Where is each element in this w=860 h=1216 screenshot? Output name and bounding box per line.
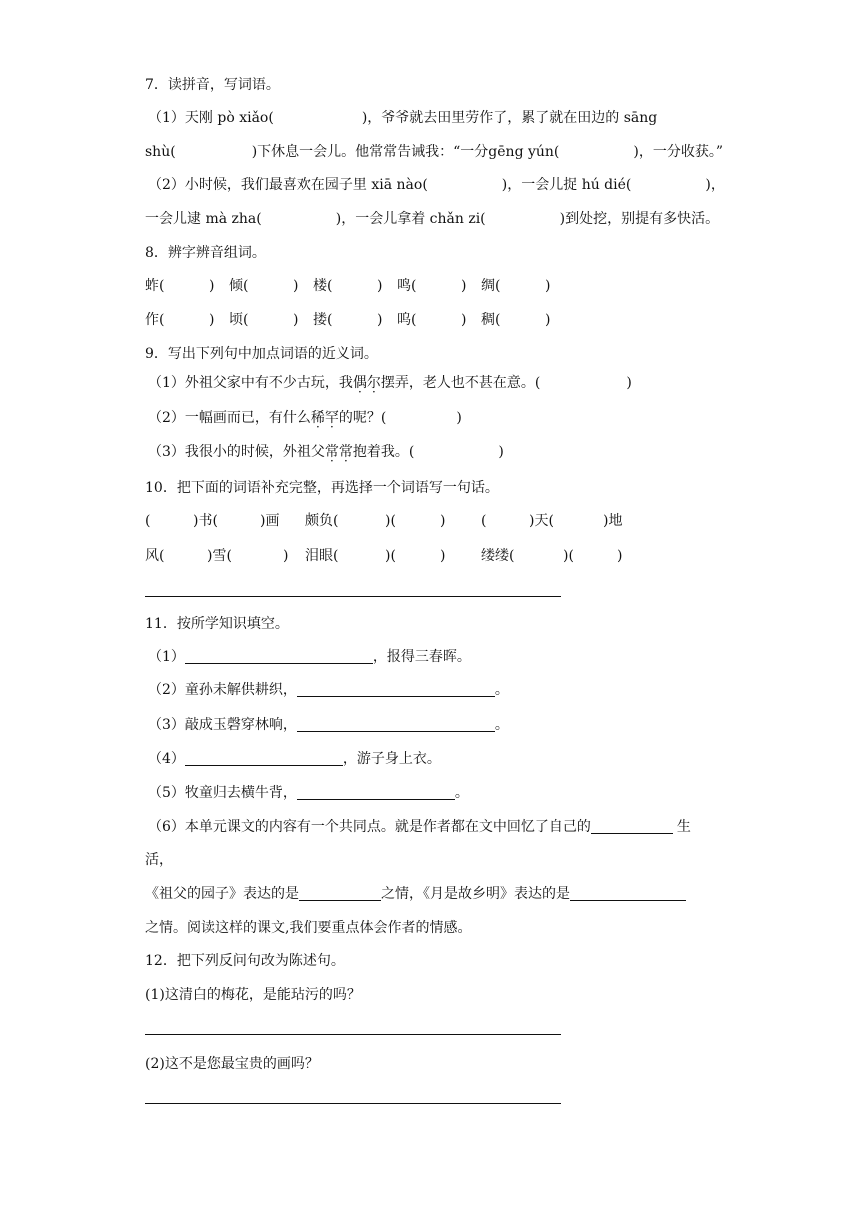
q7-line-3: （2）小时候，我们最喜欢在园子里 xiā nào( )，一会儿捉 hú dié( )， — [148, 177, 725, 193]
q11-title: 11．按所学知识填空。 — [145, 616, 289, 632]
q9-sentence-3: （3）我很小的时候，外祖父常常抱着我。( ) — [148, 444, 504, 460]
q11-blank-7[interactable] — [299, 885, 381, 901]
q7-line-1: （1）天刚 pò xiǎo( )，爷爷就去田里劳作了，累了就在田边的 sāng — [148, 110, 658, 126]
q11-item-5: （5）牧童归去横牛背， 。 — [148, 785, 469, 801]
q11-item-4: （4） ，游子身上衣。 — [148, 751, 441, 767]
q8-title: 8．辨字辨音组词。 — [145, 245, 266, 261]
q7-title: 7．读拼音，写词语。 — [145, 77, 280, 93]
q11-item-7: 《祖父的园子》表达的是 之情，《月是故乡明》表达的是 — [145, 884, 725, 904]
q12-answer-line-1[interactable] — [145, 1034, 561, 1035]
q11-blank-5[interactable] — [297, 784, 455, 800]
q11-item-2: （2）童孙未解供耕织， 。 — [148, 682, 509, 698]
q9-sentence-2: （2）一幅画而已，有什么稀罕的呢？( ) — [148, 410, 462, 426]
q11-blank-4[interactable] — [185, 750, 343, 766]
q11-item-8: 之情。阅读这样的课文,我们要重点体会作者的情感。 — [145, 920, 472, 936]
q9-sentence-1: （1）外祖父家中有不少古玩，我偶尔摆弄，老人也不甚在意。( ) — [148, 375, 632, 391]
worksheet-page: 7．读拼音，写词语。 （1）天刚 pò xiǎo( )，爷爷就去田里劳作了，累了就在田边的 sāng shù( )下休息一会儿。他常常告诫我：“一分gēng yún( )，一分收获。” （2）小时候，我们最喜欢在园子里 xiā nào( )，一会儿捉 hú dié( )， 一会儿逮 mà zha( )，一会儿拿着 chǎn zi( )到处挖，别提有多快活。 8．辨字辨音组词。 蚱( ) 倾( ) 楼( ) 鸣( ) 绸( ) 作( ) 顷( ) 搂( ) 呜( ) 稠( ) 9．写出下列句中加点词语的近义词。 （1）外祖父家中有不少古玩，我偶尔摆弄，老人也不甚在意。( ) （2）一幅画而已，有什么稀罕的呢？( ) （3）我很小的时候，外祖父常常抱着我。( ) 10．把下面的词语补充完整，再选择一个词语写一句话。 ( )书( )画 颇负( )( ) ( )天( )地 风( )雪( ) 泪眼( )( ) 缕缕( )( ) 11．按所学知识填空。 （1） ，报得三春晖。 （2）童孙未解供耕织， 。 （3）敲成玉磬穿林响， 。 （4） ，游子身上衣。 （5）牧童归去横牛背， 。 （6）本单元课文的内容有一个共同点。就是作者都在文中回忆了自己的 生 活， 《祖父的园子》表达的是 之情，《月是故乡明》表达的是 之情。阅读这样的课文,我们要重点体会作者的情感。 12．把下列反问句改为陈述句。 (1)这清白的梅花，是能玷污的吗？ (2)这不是您最宝贵的画吗？ — [0, 0, 860, 1216]
q11-blank-6[interactable] — [591, 818, 673, 834]
q7-line-4: 一会儿逮 mà zha( )，一会儿拿着 chǎn zi( )到处挖，别提有多快活。 — [145, 211, 720, 227]
q11-item-6: （6）本单元课文的内容有一个共同点。就是作者都在文中回忆了自己的 生 — [148, 819, 691, 835]
q11-blank-1[interactable] — [185, 648, 373, 664]
q11-item-1: （1） ，报得三春晖。 — [148, 649, 471, 665]
q11-blank-3[interactable] — [297, 716, 495, 732]
q7-line-2: shù( )下休息一会儿。他常常告诫我：“一分gēng yún( )，一分收获。” — [145, 144, 724, 160]
q12-sentence-2: (2)这不是您最宝贵的画吗？ — [145, 1056, 319, 1072]
q11-blank-8[interactable] — [570, 885, 686, 901]
q11-item-6-cont: 活， — [145, 852, 173, 868]
q10-title: 10．把下面的词语补充完整，再选择一个词语写一句话。 — [145, 480, 499, 496]
q12-title: 12．把下列反问句改为陈述句。 — [145, 953, 345, 969]
q11-blank-2[interactable] — [297, 681, 495, 697]
q9-title: 9．写出下列句中加点词语的近义词。 — [145, 346, 378, 362]
q12-sentence-1: (1)这清白的梅花，是能玷污的吗？ — [145, 987, 361, 1003]
q11-item-3: （3）敲成玉磬穿林响， 。 — [148, 717, 509, 733]
q12-answer-line-2[interactable] — [145, 1103, 561, 1104]
q10-writing-line[interactable] — [145, 596, 561, 597]
